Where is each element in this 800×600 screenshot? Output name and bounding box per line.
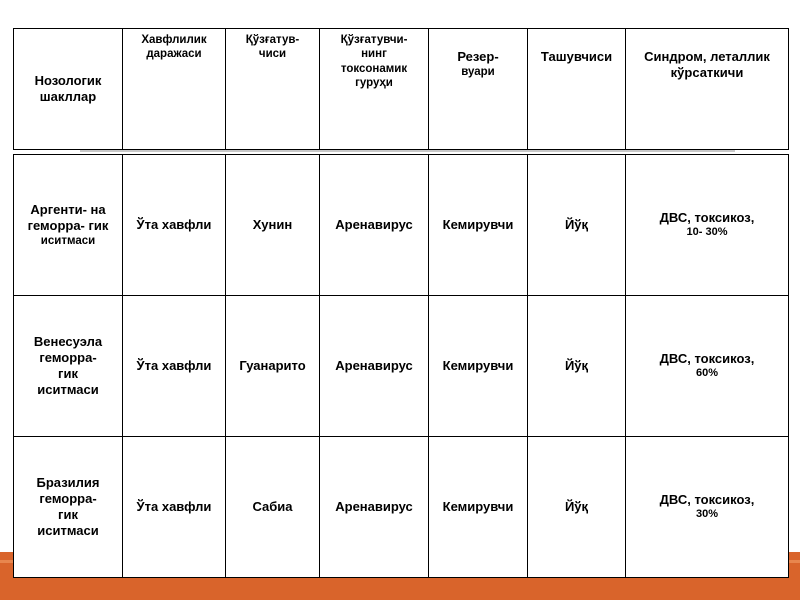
cell-carrier: Йўқ — [528, 437, 626, 578]
syndrome-text: ДВС, токсикоз, — [659, 210, 755, 225]
nosology-line: геморра- гик — [27, 217, 109, 233]
cell-agent: Сабиа — [226, 437, 320, 578]
lethality-text: 60% — [695, 367, 719, 380]
nosology-line: гик — [58, 366, 78, 381]
cell-group: Аренавирус — [320, 437, 429, 578]
nosology-line: Аргенти- на — [30, 201, 106, 217]
header-danger-line: даражаси — [146, 48, 202, 61]
table-row — [14, 437, 789, 578]
nosology-line: иситмаси — [40, 235, 96, 248]
header-taxonomy-line: гуруҳи — [355, 77, 393, 90]
header-agent-line: чиси — [258, 48, 287, 61]
header-taxonomy-line: Қўзғатувчи- — [340, 34, 408, 46]
header-row — [14, 29, 789, 150]
nosology-line: иситмаси — [37, 382, 99, 398]
cell-agent: Хунин — [226, 155, 320, 296]
cell-nosology — [14, 437, 123, 578]
lethality-text: 10- 30% — [686, 226, 728, 239]
cell-carrier: Йўқ — [528, 155, 626, 296]
data-table — [13, 154, 789, 578]
cell-syndrome — [626, 437, 789, 578]
nosology-line: Венесуэла — [33, 333, 103, 349]
header-carrier — [528, 29, 626, 150]
header-danger-line: Хавфлилик — [141, 34, 207, 46]
lethality-text: 30% — [695, 508, 719, 521]
header-syndrome — [626, 29, 789, 150]
cell-danger: Ўта хавфли — [123, 296, 226, 437]
cell-agent: Гуанарито — [226, 296, 320, 437]
table-row — [14, 296, 789, 437]
header-taxonomy-line: токсонамик — [340, 62, 408, 75]
cell-carrier: Йўқ — [528, 296, 626, 437]
syndrome-text: ДВС, токсикоз, — [659, 351, 755, 366]
header-syndrome-text: Синдром, леталлик кўрсаткичи — [644, 49, 770, 81]
nosology-line: гик — [58, 507, 78, 522]
cell-danger: Ўта хавфли — [123, 437, 226, 578]
header-reservoir — [429, 29, 528, 150]
header-taxonomy-line: нинг — [361, 48, 387, 61]
table-separator — [80, 150, 735, 152]
nosology-line: геморра- — [39, 349, 97, 365]
cell-nosology — [14, 296, 123, 437]
nosology-line: иситмаси — [37, 523, 99, 539]
header-agent-line: Қўзғатув- — [245, 34, 300, 46]
cell-reservoir: Кемирувчи — [429, 437, 528, 578]
nosology-line: Бразилия — [36, 474, 100, 490]
cell-danger: Ўта хавфли — [123, 155, 226, 296]
header-agent — [226, 29, 320, 150]
header-reservoir-line: вуари — [461, 66, 495, 79]
header-table — [13, 28, 789, 150]
syndrome-text: ДВС, токсикоз, — [659, 492, 755, 507]
cell-reservoir: Кемирувчи — [429, 155, 528, 296]
cell-syndrome — [626, 296, 789, 437]
header-reservoir-line: Резер- — [457, 49, 499, 64]
header-nosology-text: Нозологик шакллар — [34, 72, 102, 104]
cell-group: Аренавирус — [320, 155, 429, 296]
header-carrier-text: Ташувчиси — [540, 49, 613, 64]
header-danger-level — [123, 29, 226, 150]
cell-reservoir: Кемирувчи — [429, 296, 528, 437]
cell-group: Аренавирус — [320, 296, 429, 437]
header-taxonomy — [320, 29, 429, 150]
table-row — [14, 155, 789, 296]
cell-syndrome — [626, 155, 789, 296]
cell-nosology — [14, 155, 123, 296]
header-nosology — [14, 29, 123, 150]
nosology-line: геморра- — [39, 490, 97, 506]
